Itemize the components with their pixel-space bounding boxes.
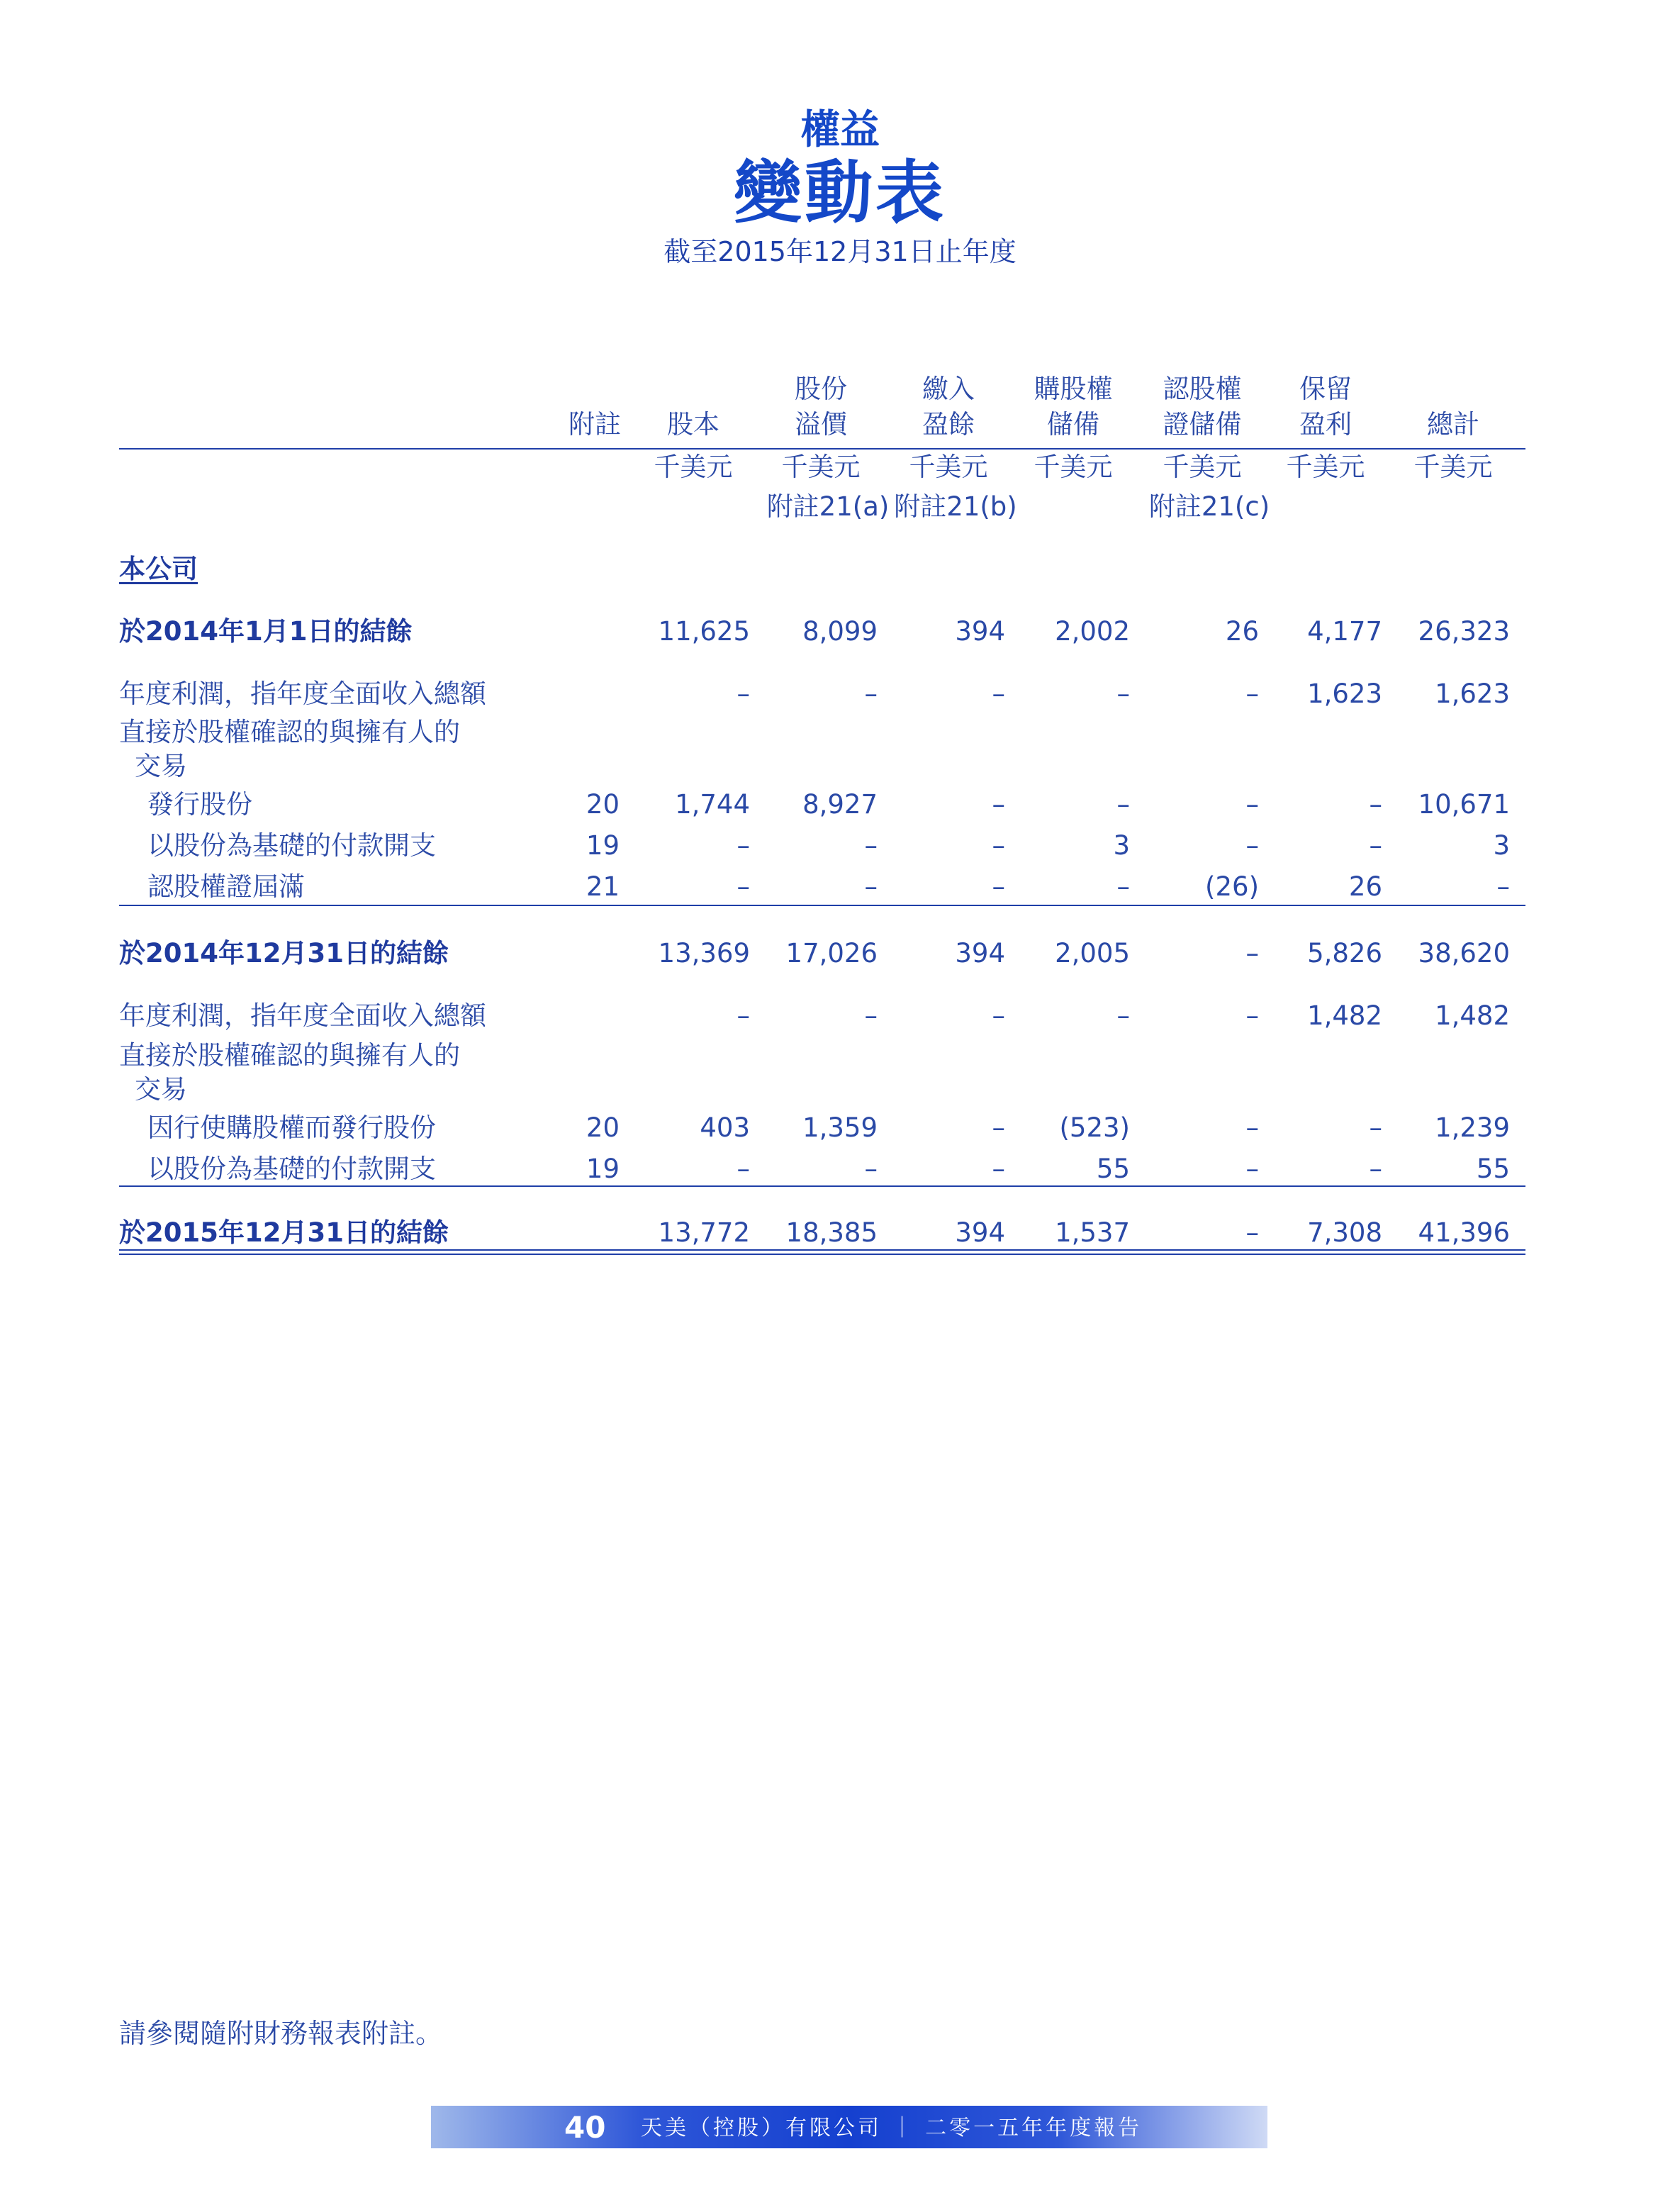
cell-value: – <box>1116 789 1130 820</box>
cell-value: 41,396 <box>1418 1217 1510 1248</box>
cell-value: – <box>864 871 878 902</box>
cell-value: – <box>864 679 878 709</box>
cell-value: 8,099 <box>802 616 878 647</box>
cell-value: – <box>1245 1217 1259 1248</box>
cell-value: – <box>1245 830 1259 861</box>
cell-value: – <box>737 1000 750 1031</box>
cell-value: – <box>1369 1154 1382 1184</box>
row-label: 於2014年1月1日的結餘 <box>119 616 413 647</box>
subtotal-rule-2 <box>119 1185 1525 1187</box>
column-header-retained_profit-2: 盈利 <box>1299 409 1352 440</box>
cell-value: 26 <box>1225 616 1259 647</box>
cell-value: 11,625 <box>658 616 750 647</box>
cell-value: – <box>992 679 1005 709</box>
column-header-share_premium-2: 溢價 <box>795 409 847 440</box>
cell-value: 1,623 <box>1435 679 1510 709</box>
column-header-share_capital: 股本 <box>667 409 719 440</box>
unit-total: 千美元 <box>1413 452 1493 482</box>
row-label: 交易 <box>135 1074 187 1105</box>
cell-value: 18,385 <box>785 1217 878 1248</box>
footer-company-report: 天美（控股）有限公司 ｜ 二零一五年年度報告 <box>641 2116 1143 2140</box>
row-label: 直接於股權確認的與擁有人的 <box>119 717 460 747</box>
cell-value: 403 <box>700 1112 750 1143</box>
cell-value: 38,620 <box>1418 938 1510 969</box>
row-label: 交易 <box>135 751 187 781</box>
cell-value: 26,323 <box>1418 616 1510 647</box>
row-label: 年度利潤，指年度全面收入總額 <box>119 1000 486 1031</box>
cell-value: 55 <box>1096 1154 1130 1184</box>
cell-value: – <box>1369 789 1382 820</box>
unit-warrant_reserve: 千美元 <box>1163 452 1242 482</box>
column-note-share_premium: 附註21(a) <box>766 491 890 522</box>
cell-value: 55 <box>1476 1154 1510 1184</box>
cell-value: 3 <box>1113 830 1130 861</box>
row-label: 因行使購股權而發行股份 <box>147 1112 436 1143</box>
title-top: 權益 <box>800 107 880 153</box>
cell-value: 3 <box>1493 830 1510 861</box>
column-header-note: 附註 <box>569 409 621 440</box>
cell-value: 4,177 <box>1307 616 1382 647</box>
cell-value: 26 <box>1348 871 1382 902</box>
column-header-warrant_reserve-2: 證儲備 <box>1163 409 1242 440</box>
column-header-retained_profit: 保留 <box>1299 374 1352 404</box>
row-note: 20 <box>586 789 620 820</box>
column-header-contributed_surplus: 繳入 <box>922 374 975 404</box>
cell-value: – <box>1245 1000 1259 1031</box>
cell-value: 394 <box>955 616 1005 647</box>
cell-value: – <box>1369 830 1382 861</box>
cell-value: – <box>1116 1000 1130 1031</box>
cell-value: 1,623 <box>1307 679 1382 709</box>
page-number: 40 <box>564 2110 606 2145</box>
cell-value: 7,308 <box>1307 1217 1382 1248</box>
column-header-contributed_surplus-2: 盈餘 <box>922 409 975 440</box>
column-header-warrant_reserve: 認股權 <box>1163 374 1242 404</box>
cell-value: – <box>737 871 750 902</box>
cell-value: 10,671 <box>1418 789 1510 820</box>
column-header-option_reserve-2: 儲備 <box>1047 409 1099 440</box>
cell-value: 1,537 <box>1055 1217 1130 1248</box>
cell-value: 1,482 <box>1435 1000 1510 1031</box>
cell-value: 13,369 <box>658 938 750 969</box>
cell-value: – <box>864 830 878 861</box>
column-header-share_premium: 股份 <box>795 374 847 404</box>
cell-value: – <box>1245 789 1259 820</box>
page-title: 變動表 <box>734 153 946 233</box>
cell-value: – <box>992 1112 1005 1143</box>
cell-value: 1,359 <box>802 1112 878 1143</box>
cell-value: – <box>864 1000 878 1031</box>
cell-value: – <box>1245 679 1259 709</box>
row-note: 21 <box>586 871 620 902</box>
cell-value: – <box>992 871 1005 902</box>
cell-value: – <box>992 1000 1005 1031</box>
cell-value: 17,026 <box>785 938 878 969</box>
row-note: 20 <box>586 1112 620 1143</box>
cell-value: – <box>737 1154 750 1184</box>
column-note-contributed_surplus: 附註21(b) <box>894 491 1017 522</box>
cell-value: 5,826 <box>1307 938 1382 969</box>
cell-value: – <box>1245 1112 1259 1143</box>
row-label: 於2015年12月31日的結餘 <box>119 1217 449 1248</box>
cell-value: 2,002 <box>1055 616 1130 647</box>
row-note: 19 <box>586 830 620 861</box>
cell-value: – <box>864 1154 878 1184</box>
unit-share_premium: 千美元 <box>781 452 861 482</box>
section-title: 本公司 <box>119 554 198 584</box>
cell-value: 1,482 <box>1307 1000 1382 1031</box>
cell-value: (523) <box>1059 1112 1130 1143</box>
page-subtitle: 截至2015年12月31日止年度 <box>663 236 1017 267</box>
cell-value: – <box>992 830 1005 861</box>
total-double-rule-a <box>119 1249 1525 1251</box>
cell-value: – <box>1116 679 1130 709</box>
unit-option_reserve: 千美元 <box>1034 452 1113 482</box>
column-note-warrant_reserve: 附註21(c) <box>1148 491 1270 522</box>
cell-value: 394 <box>955 938 1005 969</box>
row-label: 以股份為基礎的付款開支 <box>147 830 436 861</box>
header-rule <box>119 448 1525 450</box>
cell-value: 394 <box>955 1217 1005 1248</box>
cell-value: 8,927 <box>802 789 878 820</box>
cell-value: – <box>737 679 750 709</box>
cell-value: – <box>1496 871 1510 902</box>
row-label: 發行股份 <box>147 789 252 820</box>
cell-value: 1,239 <box>1435 1112 1510 1143</box>
row-label: 認股權證屆滿 <box>147 871 305 902</box>
subtotal-rule-1 <box>119 905 1525 906</box>
row-label: 年度利潤，指年度全面收入總額 <box>119 679 486 709</box>
cell-value: – <box>1245 1154 1259 1184</box>
row-label: 直接於股權確認的與擁有人的 <box>119 1040 460 1071</box>
column-header-option_reserve: 購股權 <box>1034 374 1113 404</box>
row-label: 於2014年12月31日的結餘 <box>119 938 449 969</box>
unit-retained_profit: 千美元 <box>1286 452 1365 482</box>
cell-value: 1,744 <box>675 789 750 820</box>
cell-value: – <box>1116 871 1130 902</box>
cell-value: – <box>1369 1112 1382 1143</box>
column-header-total: 總計 <box>1427 409 1479 440</box>
cell-value: – <box>992 1154 1005 1184</box>
row-note: 19 <box>586 1154 620 1184</box>
footer-note: 請參閱隨附財務報表附註。 <box>119 2018 443 2049</box>
cell-value: – <box>737 830 750 861</box>
cell-value: 2,005 <box>1055 938 1130 969</box>
unit-contributed_surplus: 千美元 <box>909 452 988 482</box>
cell-value: 13,772 <box>658 1217 750 1248</box>
cell-value: (26) <box>1205 871 1259 902</box>
unit-share_capital: 千美元 <box>654 452 733 482</box>
row-label: 以股份為基礎的付款開支 <box>147 1154 436 1184</box>
cell-value: – <box>992 789 1005 820</box>
total-double-rule-b <box>119 1254 1525 1255</box>
cell-value: – <box>1245 938 1259 969</box>
